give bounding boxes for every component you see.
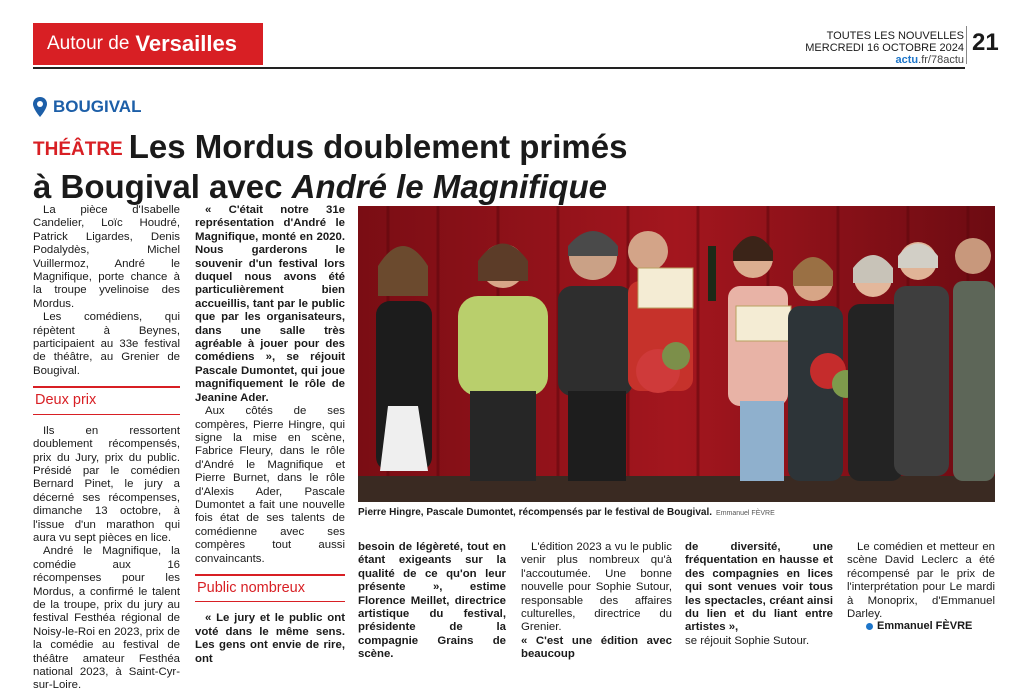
headline-line1: Les Mordus doublement primés bbox=[128, 128, 628, 165]
headline-line2: à Bougival avec bbox=[33, 168, 292, 205]
quote-paragraph: de diversité, une fréquentation en hausse et des compagnies en lices qui sont venues voir tous les spectacles, créant ainsi du lien et du liant entre artistes », bbox=[685, 541, 833, 634]
quote-paragraph: « C'est une édition avec beaucoup bbox=[521, 634, 672, 661]
location-tag bbox=[33, 97, 141, 117]
headline bbox=[33, 128, 733, 205]
quote-paragraph: « C'était notre 31e représentation d'André le Magnifique, monté en 2020. Nous garderons le souvenir d'un festival lors duquel nous avons été particulièrement bien accueillis, tant par le public que par les organisateurs, dans une salle très agréable à jouer pour des comédiens », se réjouit Pascale Dumontet, qui joue magnifiquement le rôle de Jeanine Ader. bbox=[195, 204, 345, 404]
bullet-icon bbox=[866, 623, 873, 630]
quote-paragraph: « Le jury et le public ont voté dans le même sens. Les gens ont envie de rire, ont bbox=[195, 612, 345, 665]
paragraph: Le comédien et metteur en scène David Leclerc a été récompensé par le prix de l'interprétation pour Le mardi à Monoprix, d'Emmanuel Darley. bbox=[847, 541, 995, 621]
quote-paragraph: besoin de légèreté, tout en étant exigeants sur la qualité de ce qu'on leur présente », estime Florence Meillet, directrice artistique du festival, présidente de la compagnie Grains de scène. bbox=[358, 541, 506, 661]
group-photo-illustration bbox=[358, 206, 995, 502]
column-2 bbox=[195, 204, 345, 666]
paragraph: L'édition 2023 a vu le public venir plus nombreux qu'à l'accoutumée. Une bonne nouvelle pour Sophie Sutour, responsable des affaires culturelles, directrice du Grenier. bbox=[521, 541, 672, 634]
column-5 bbox=[685, 541, 833, 648]
paragraph: se réjouit Sophie Sutour. bbox=[685, 634, 810, 647]
section-banner bbox=[33, 23, 263, 65]
photo-credit: Emmanuel FÈVRE bbox=[716, 510, 775, 517]
section-name: Versailles bbox=[135, 31, 237, 56]
column-1 bbox=[33, 204, 180, 693]
author-signature bbox=[866, 620, 972, 632]
caption-text: Pierre Hingre, Pascale Dumontet, récompensés par le festival de Bougival. bbox=[358, 507, 713, 518]
kicker: THÉÂTRE bbox=[33, 139, 123, 160]
issue-date: MERCREDI 16 OCTOBRE 2024 bbox=[805, 42, 964, 54]
column-6 bbox=[847, 541, 995, 621]
location-pin-icon bbox=[33, 97, 47, 117]
paragraph: La pièce d'Isabelle Candelier, Loïc Houdré, Patrick Ligardes, Denis Podalydès, Michel Vuillermoz, André le Magnifique, porte chance à la troupe yvelinoise des Mordus. bbox=[33, 204, 180, 310]
section-prefix: Autour de bbox=[47, 33, 130, 54]
author-name: Emmanuel FÈVRE bbox=[877, 620, 973, 632]
page-separator bbox=[966, 26, 967, 64]
photo-caption bbox=[358, 507, 998, 518]
paragraph: Aux côtés de ses compères, Pierre Hingre, qui signe la mise en scène, Fabrice Fleury, dans le rôle d'André le Magnifique et Pierre Burnet, dans le rôle d'Alexis Ader, Pascale Dumontet a fait une nouvelle fois état de ses talents de comédienne avec ses compères tout aussi convaincants. bbox=[195, 405, 345, 565]
headline-title-italic: André le Magnifique bbox=[291, 168, 607, 205]
page-number: 21 bbox=[972, 29, 999, 56]
subheading-deux-prix: Deux prix bbox=[33, 386, 180, 414]
site-link[interactable]: actu.fr/78actu bbox=[895, 54, 964, 66]
subheading-public-nombreux: Public nombreux bbox=[195, 574, 345, 602]
column-4 bbox=[521, 541, 672, 662]
header-rule bbox=[33, 67, 965, 69]
masthead bbox=[805, 30, 964, 66]
column-3 bbox=[358, 541, 506, 662]
location-label: BOUGIVAL bbox=[53, 97, 142, 116]
paragraph: Les comédiens, qui répètent à Beynes, participaient au 33e festival de théâtre, au Grenier de Bougival. bbox=[33, 311, 180, 377]
article-photo bbox=[358, 206, 995, 502]
paragraph: Ils en ressortent doublement récompensés, prix du Jury, prix du public. Présidé par le comédien Bernard Pinet, le jury a décerné ses récompenses, dimanche 13 octobre, à l'issue d'un marathon qui aura vu sept pièces en lice. bbox=[33, 424, 180, 544]
paragraph: André le Magnifique, la comédie aux 16 récompenses pour les Mordus, a confirmé le talent de la troupe, prix du jury au festival Festhéa régional de Noisy-le-Roi en 2023, prix de la comédie au festival de théâtre amateur Festhéa national 2023, à Saint-Cyr-sur-Loire. bbox=[33, 545, 180, 692]
paper-name: TOUTES LES NOUVELLES bbox=[826, 30, 964, 42]
